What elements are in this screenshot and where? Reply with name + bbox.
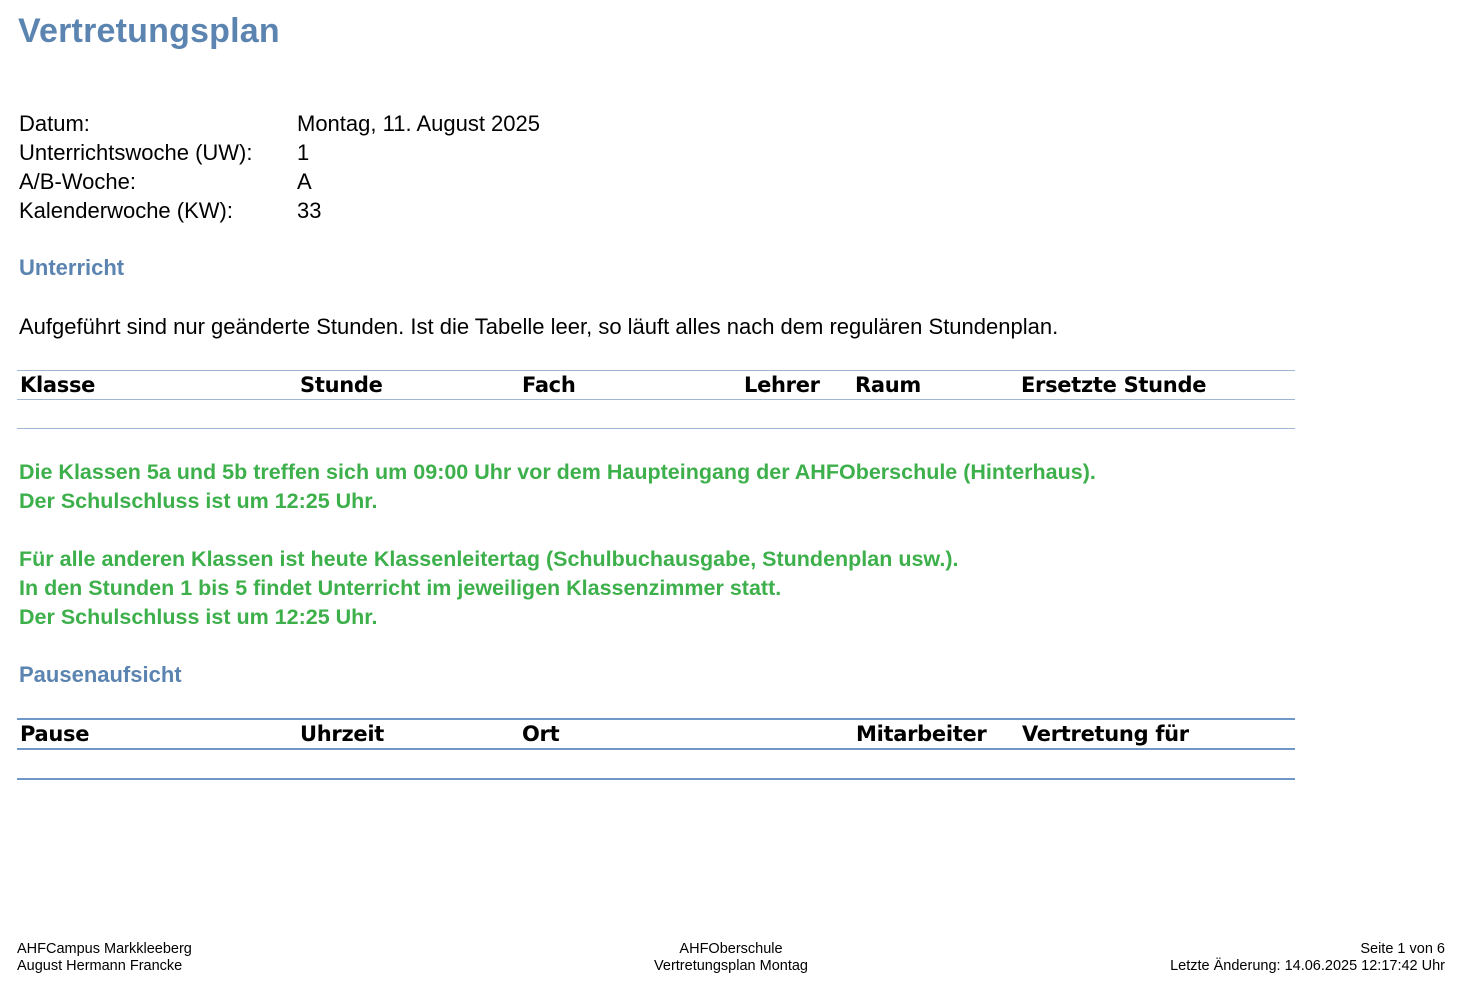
section-heading-lessons: Unterricht xyxy=(19,255,125,280)
column-header-subject: Fach xyxy=(522,373,576,397)
column-header-substitute-for: Vertretung für xyxy=(1022,722,1189,746)
meta-row-date xyxy=(19,109,540,138)
meta-row-calendar-week xyxy=(19,196,540,225)
meta-value: A xyxy=(297,169,312,194)
notice-line: In den Stunden 1 bis 5 findet Unterricht im jeweiligen Klassenzimmer statt. xyxy=(19,576,782,600)
lessons-table xyxy=(17,370,1295,429)
meta-label: Kalenderwoche (KW): xyxy=(19,198,233,223)
footer-campus: AHFCampus Markkleeberg xyxy=(17,941,192,957)
footer-school: AHFOberschule xyxy=(679,941,783,957)
footer-right xyxy=(1170,941,1445,975)
notice-line: Der Schulschluss ist um 12:25 Uhr. xyxy=(19,605,378,629)
notice-line: Der Schulschluss ist um 12:25 Uhr. xyxy=(19,489,378,513)
meta-label: Datum: xyxy=(19,111,90,136)
notice-line: Die Klassen 5a und 5b treffen sich um 09:00 Uhr vor dem Haupteingang der AHFOberschule (Hinterhaus). xyxy=(19,460,1096,484)
notice-line: Für alle anderen Klassen ist heute Klassenleitertag (Schulbuchausgabe, Stundenplan usw.). xyxy=(19,547,959,571)
break-duty-table-empty-body xyxy=(17,750,1295,780)
lessons-intro: Aufgeführt sind nur geänderte Stunden. Ist die Tabelle leer, so läuft alles nach dem regulären Stundenplan. xyxy=(19,314,1059,339)
column-header-class: Klasse xyxy=(20,373,96,397)
column-header-time: Uhrzeit xyxy=(300,722,384,746)
footer-document-title: Vertretungsplan Montag xyxy=(654,958,808,974)
section-heading-break-duty: Pausenaufsicht xyxy=(19,662,182,687)
footer-center xyxy=(531,941,931,975)
notice-spacer xyxy=(19,516,1096,545)
footer-left xyxy=(17,941,192,975)
meta-label: Unterrichtswoche (UW): xyxy=(19,140,253,165)
page-title: Vertretungsplan xyxy=(18,12,280,50)
plan-meta xyxy=(19,109,540,225)
column-header-break: Pause xyxy=(20,722,90,746)
column-header-staff: Mitarbeiter xyxy=(856,722,987,746)
footer-founder: August Hermann Francke xyxy=(17,958,183,974)
column-header-replaced-lesson: Ersetzte Stunde xyxy=(1021,373,1207,397)
lessons-table-header xyxy=(17,370,1295,400)
footer-page-number: Seite 1 von 6 xyxy=(1360,941,1445,957)
column-header-period: Stunde xyxy=(300,373,383,397)
break-duty-table-header xyxy=(17,718,1295,750)
column-header-teacher: Lehrer xyxy=(744,373,820,397)
notice-block xyxy=(19,458,1096,632)
meta-label: A/B-Woche: xyxy=(19,169,136,194)
meta-row-school-week xyxy=(19,138,540,167)
break-duty-table xyxy=(17,718,1295,780)
meta-row-ab-week xyxy=(19,167,540,196)
column-header-room: Raum xyxy=(855,373,921,397)
meta-value: 33 xyxy=(297,198,322,223)
lessons-table-empty-body xyxy=(17,400,1295,429)
meta-value: Montag, 11. August 2025 xyxy=(297,111,540,136)
column-header-location: Ort xyxy=(522,722,560,746)
footer-last-modified: Letzte Änderung: 14.06.2025 12:17:42 Uhr xyxy=(1170,958,1445,974)
meta-value: 1 xyxy=(297,140,310,165)
